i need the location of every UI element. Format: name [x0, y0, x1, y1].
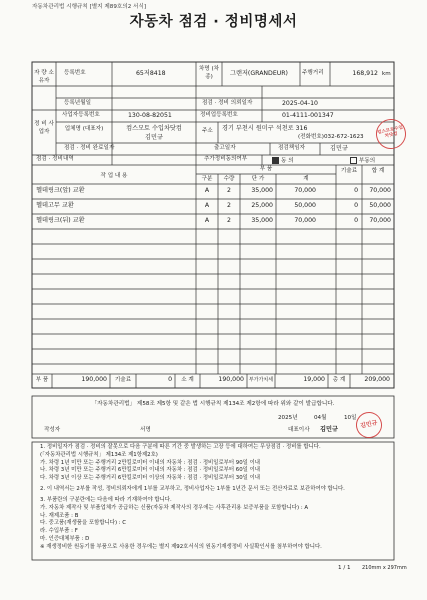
reg-no-label: 등록번호 — [64, 70, 86, 76]
note-line: 다. 중고품(재생품을 포함합니다) : C — [40, 520, 127, 527]
business-section-label: 정 비 사업자 — [34, 121, 54, 136]
row-type: A — [204, 202, 210, 209]
parts-total-value: 190,000 — [81, 376, 107, 383]
note-line: 가. 차령 1년 미만 또는 주행거리 2만킬로미터 이내의 자동차 : 점검 · 정비일로부터 90일 이내 — [40, 459, 261, 466]
col-type-header: 구분 — [201, 176, 213, 182]
row-total: 70,000 — [369, 217, 391, 224]
writer-sign: 서명 — [140, 427, 151, 433]
agree-checkbox-icon[interactable] — [272, 157, 279, 164]
note-line: 나. 재제조품 : B — [40, 512, 79, 519]
row-sum: 70,000 — [294, 187, 316, 194]
model-value: 그랜저(GRANDEUR) — [230, 70, 288, 77]
vat-label: 부가가치세 — [248, 377, 274, 383]
owner-section-label: 자 량 소유자 — [34, 70, 54, 84]
regulation-header: 자동차관리법 시행규칙 [별지 제89호의2 서식] — [32, 4, 147, 10]
statement-year: 2025년 — [278, 415, 298, 421]
grand-total-label: 총 계 — [332, 377, 346, 383]
row-unit: 25,000 — [251, 202, 273, 209]
row-total: 50,000 — [369, 202, 391, 209]
row-type: A — [204, 217, 210, 224]
labor-total-label: 기술료 — [114, 377, 132, 383]
writer-label: 작성자 — [44, 427, 61, 433]
row-unit: 35,000 — [251, 187, 273, 194]
disagree-checkbox-icon[interactable] — [350, 157, 357, 164]
labor-total-value: 0 — [168, 376, 172, 383]
vat-value: 19,000 — [303, 376, 325, 383]
biz-no-label: 사업자등록번호 — [62, 112, 100, 118]
reg-no-value: 65저8418 — [136, 70, 166, 77]
mechanic-label: 점검책임자 — [278, 145, 306, 151]
page-number: 1 / 1 — [338, 565, 351, 571]
row-labor: 0 — [354, 217, 358, 224]
statement-day: 10일 — [344, 415, 357, 421]
note-line: 다. 차령 3년 이상 또는 주행거리 6만킬로미터 이상의 자동차 : 점검 · 정비일로부터 30일 이내 — [40, 475, 261, 482]
row-sum: 70,000 — [294, 217, 316, 224]
col-labor-header: 기술료 — [340, 168, 358, 174]
col-parts-header: 부 품 — [259, 166, 273, 172]
row-qty: 2 — [227, 202, 231, 209]
paper-size: 210mm x 297mm — [362, 565, 407, 571]
phone-value: (전화번호)032-672-1623 — [298, 134, 364, 140]
note-line: 가. 자동차 제작사 및 부품업체가 공급하는 신품(자동차 제작사의 경우에는 사후관리용 보증부품을 포함합니다) : A — [40, 504, 309, 511]
reg-date-label: 등록년월일 — [64, 100, 92, 106]
consent-disagree[interactable]: 부동의 — [350, 157, 375, 165]
row-qty: 2 — [227, 187, 231, 194]
note-line: 나. 차령 3년 미만 또는 주행거리 6만킬로미터 이내의 자동차 : 점검 · 정비일로부터 60일 이내 — [40, 467, 261, 474]
note-line: 라. 수입부품 : F — [40, 528, 78, 535]
col-qty-header: 수량 — [223, 176, 235, 182]
row-type: A — [204, 187, 210, 194]
company-label: 업체명 (대표자) — [64, 126, 104, 132]
address-label: 주소 — [202, 128, 213, 134]
note-line: ※ 재생정비한 원동기를 부품으로 사용한 경우에는 별지 제92호서식의 원동기재생정비 사실확인서를 첨부하여야 합니다. — [40, 543, 322, 550]
note-line: 1. 정비일자가 점검 · 정비의 잘못으로 다음 구분에 따른 기간 중 발생하는 고장 등에 대하여는 무상점검 · 정비를 합니다. — [40, 444, 321, 450]
row-total: 70,000 — [369, 187, 391, 194]
col-total-header: 합 계 — [371, 168, 385, 174]
row-qty: 2 — [227, 217, 231, 224]
statement-text: 「자동차관리법」 제58조 제5항 및 같은 법 시행규칙 제134조 제2항에 따라 위와 같이 발급합니다. — [91, 401, 335, 407]
row-unit: 35,000 — [251, 217, 273, 224]
address-value: 경기 부천시 원미구 석천로 316 — [222, 125, 308, 132]
subtotal-label: 소 계 — [181, 377, 194, 383]
row-work: 헬데링크(뒤) 교환 — [36, 217, 85, 224]
note-line: 2. 이 내역서는 2부를 작성, 정비의뢰자에게 1부를 교부하고, 정비사업자는 1부를 1년간 문서 또는 전산자료로 보관하여야 합니다. — [40, 486, 345, 493]
mechanic-value: 김민규 — [330, 145, 348, 152]
row-work: 헬데고무 교환 — [36, 202, 74, 209]
service-date-value: 2025-04-10 — [282, 100, 318, 107]
service-period-label: 점검 · 정비 완료일자 — [64, 145, 115, 151]
company-value: 컴스모토 수입차닷컴 — [126, 125, 182, 132]
row-work: 헬데링크(앞) 교환 — [36, 187, 85, 194]
mileage-unit: km — [382, 71, 391, 77]
rep-name: 김민규 — [320, 426, 338, 433]
rep-value: 김민규 — [145, 134, 163, 141]
detail-label: 점검 · 정비내역 — [36, 156, 74, 162]
parts-total-label: 부 품 — [35, 377, 49, 383]
col-sum-header: 계 — [303, 176, 309, 182]
note-line: 마. 인증대체부품 : D — [40, 536, 90, 543]
col-unit-header: 단 가 — [251, 176, 265, 182]
note-line: 3. 부품란의 구분란에는 다음에 따라 기재하여야 합니다. — [40, 496, 172, 503]
shop-reg-value: 01-4111-001347 — [282, 112, 334, 119]
consent-label: 추가정비동의여부 — [204, 156, 248, 162]
document-title: 자동차 점검 · 정비명세서 — [129, 14, 298, 30]
release-label: 출고일자 — [214, 145, 236, 151]
row-sum: 50,000 — [294, 202, 316, 209]
mileage-label: 주행거리 — [302, 70, 324, 76]
grand-total-value: 209,000 — [364, 376, 390, 383]
rep-label: 대표이사 — [288, 427, 310, 433]
notes-block — [40, 444, 390, 552]
statement-month: 04월 — [314, 415, 327, 421]
mileage-value: 168,912 — [352, 70, 378, 77]
col-work-header: 작 업 내 용 — [100, 173, 128, 179]
rep-seal: 김민규 — [354, 410, 385, 441]
row-labor: 0 — [354, 202, 358, 209]
shop-reg-label: 정비업등록번호 — [200, 112, 238, 118]
row-labor: 0 — [354, 187, 358, 194]
service-date-label: 점검 · 정비 의뢰일자 — [202, 100, 253, 106]
company-seal: 컴스모토수입차닷컴 — [373, 116, 409, 152]
note-line: (「자동차관리법 시행규칙」 제134조 제1항제2호) — [40, 451, 158, 458]
biz-no-value: 130-08-82051 — [128, 112, 172, 119]
consent-agree[interactable]: 동 의 — [272, 157, 294, 165]
model-label: 차명 (차종) — [198, 66, 220, 80]
subtotal-value: 190,000 — [218, 376, 244, 383]
